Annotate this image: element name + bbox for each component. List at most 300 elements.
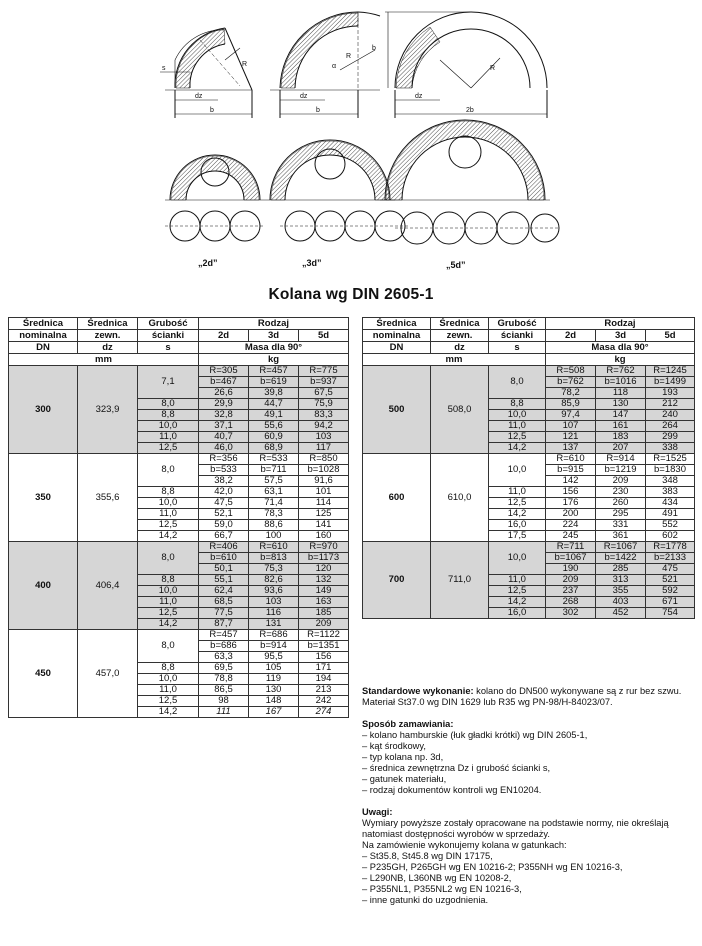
dz-cell: 406,4 xyxy=(78,542,138,630)
length-cell: b=914 xyxy=(249,641,299,652)
wall-cell: 16,0 xyxy=(489,608,546,619)
dz-header: dz xyxy=(78,342,138,354)
mass-cell: 97,4 xyxy=(546,410,596,421)
mass-cell: 63,1 xyxy=(249,487,299,498)
mass-cell: 207 xyxy=(596,443,646,454)
list-item: – P235GH, P265GH wg EN 10216-2; P355NH wg EN 10216-3, xyxy=(362,862,696,873)
wall-cell: 12,5 xyxy=(138,696,199,707)
col-outer-header: Średnica xyxy=(78,318,138,330)
wall-cell: 11,0 xyxy=(138,432,199,443)
wall-cell: 12,5 xyxy=(138,608,199,619)
wall-cell: 11,0 xyxy=(138,597,199,608)
wall-cell: 14,2 xyxy=(138,707,199,718)
wall-cell: 11,0 xyxy=(138,685,199,696)
mass-cell: 91,6 xyxy=(299,476,349,487)
kg-header: kg xyxy=(199,354,349,366)
length-cell: b=762 xyxy=(546,377,596,388)
wall-cell: 8,0 xyxy=(138,399,199,410)
mass-cell: 602 xyxy=(646,531,695,542)
type-header: 2d xyxy=(546,330,596,342)
radius-cell: R=508 xyxy=(546,366,596,377)
mm-header: mm xyxy=(9,354,199,366)
mass-cell: 59,0 xyxy=(199,520,249,531)
mass-cell: 383 xyxy=(646,487,695,498)
mass-cell: 117 xyxy=(299,443,349,454)
table-row xyxy=(363,366,695,377)
dn-header: DN xyxy=(9,342,78,354)
wall-cell: 10,0 xyxy=(138,498,199,509)
dz-cell: 508,0 xyxy=(431,366,489,454)
standard-text: kolano do DN500 wykonywane są z rur bez szwu. Materiał St37.0 wg DIN 1629 lub R35 wg PN-98/H-84023/07. xyxy=(362,686,682,707)
wall-cell: 8,0 xyxy=(489,366,546,399)
order-list xyxy=(362,730,696,796)
mass-cell: 295 xyxy=(596,509,646,520)
mass-cell: 141 xyxy=(299,520,349,531)
radius-cell: R=1525 xyxy=(646,454,695,465)
s-label: s xyxy=(162,65,166,72)
wall-cell: 10,0 xyxy=(489,454,546,487)
dz-label-2: dz xyxy=(300,93,308,100)
b-label-3: b xyxy=(372,45,376,52)
radius-cell: R=533 xyxy=(249,454,299,465)
mass-cell: 38,2 xyxy=(199,476,249,487)
mass-cell: 299 xyxy=(646,432,695,443)
wall-cell: 8,8 xyxy=(489,399,546,410)
s-header: s xyxy=(138,342,199,354)
mass-cell: 69,5 xyxy=(199,663,249,674)
length-cell: b=1830 xyxy=(646,465,695,476)
length-cell: b=1499 xyxy=(646,377,695,388)
mass-cell: 338 xyxy=(646,443,695,454)
mass-cell: 132 xyxy=(299,575,349,586)
mass-cell: 68,5 xyxy=(199,597,249,608)
dn-cell: 450 xyxy=(9,630,78,718)
elbow-3d-section xyxy=(270,12,380,118)
mass-cell: 183 xyxy=(596,432,646,443)
mass-cell: 167 xyxy=(249,707,299,718)
type-header: 3d xyxy=(596,330,646,342)
2b-label: 2b xyxy=(466,107,474,114)
wall-cell: 14,2 xyxy=(489,443,546,454)
type-header: 2d xyxy=(199,330,249,342)
table-row xyxy=(9,454,349,465)
wall-cell: 12,5 xyxy=(489,432,546,443)
length-cell: b=1028 xyxy=(299,465,349,476)
mass-cell: 137 xyxy=(546,443,596,454)
dz-label-3: dz xyxy=(415,93,423,100)
elbow-5d-section xyxy=(385,12,547,118)
mass-cell: 78,3 xyxy=(249,509,299,520)
mass-cell: 94,2 xyxy=(299,421,349,432)
mass-cell: 176 xyxy=(546,498,596,509)
mass-cell: 212 xyxy=(646,399,695,410)
r-label-2: R xyxy=(346,53,352,60)
wall-cell: 8,8 xyxy=(138,410,199,421)
mass-cell: 114 xyxy=(299,498,349,509)
mass-cell: 161 xyxy=(596,421,646,432)
length-cell: b=686 xyxy=(199,641,249,652)
mass-cell: 361 xyxy=(596,531,646,542)
mass-cell: 224 xyxy=(546,520,596,531)
mass-cell: 213 xyxy=(299,685,349,696)
radius-cell: R=775 xyxy=(299,366,349,377)
mass-cell: 274 xyxy=(299,707,349,718)
mass-cell: 209 xyxy=(299,619,349,630)
mass-cell: 171 xyxy=(299,663,349,674)
mass-cell: 98 xyxy=(199,696,249,707)
dn-header: DN xyxy=(363,342,431,354)
mass-cell: 131 xyxy=(249,619,299,630)
dz-label: dz xyxy=(195,93,203,100)
wall-cell: 8,8 xyxy=(138,575,199,586)
mass-cell: 260 xyxy=(596,498,646,509)
length-cell: b=937 xyxy=(299,377,349,388)
list-item: – rodzaj dokumentów kontroli wg EN10204. xyxy=(362,785,696,796)
mass-cell: 100 xyxy=(249,531,299,542)
radius-cell: R=711 xyxy=(546,542,596,553)
col-wall-header-2: ścianki xyxy=(138,330,199,342)
dz-header: dz xyxy=(431,342,489,354)
wall-cell: 12,5 xyxy=(489,586,546,597)
mass-cell: 60,9 xyxy=(249,432,299,443)
mass-cell: 39,8 xyxy=(249,388,299,399)
page-title: Kolana wg DIN 2605-1 xyxy=(268,286,434,303)
mass-cell: 95,5 xyxy=(249,652,299,663)
mass-cell: 130 xyxy=(249,685,299,696)
s-header: s xyxy=(489,342,546,354)
mass-cell: 163 xyxy=(299,597,349,608)
mass-cell: 103 xyxy=(299,432,349,443)
length-cell: b=2133 xyxy=(646,553,695,564)
col-outer-header-2: zewn. xyxy=(431,330,489,342)
length-cell: b=1067 xyxy=(546,553,596,564)
mass-cell: 240 xyxy=(646,410,695,421)
mass-cell: 55,1 xyxy=(199,575,249,586)
radius-cell: R=850 xyxy=(299,454,349,465)
wall-cell: 14,2 xyxy=(489,509,546,520)
mass-cell: 521 xyxy=(646,575,695,586)
left-spec-table xyxy=(8,317,349,718)
mass-cell: 193 xyxy=(646,388,695,399)
mass-cell: 88,6 xyxy=(249,520,299,531)
mass-cell: 49,1 xyxy=(249,410,299,421)
radius-cell: R=457 xyxy=(199,630,249,641)
mass-cell: 50,1 xyxy=(199,564,249,575)
mass-cell: 83,3 xyxy=(299,410,349,421)
radius-cell: R=406 xyxy=(199,542,249,553)
radius-cell: R=610 xyxy=(249,542,299,553)
mass-cell: 313 xyxy=(596,575,646,586)
radius-cell: R=1122 xyxy=(299,630,349,641)
radius-cell: R=914 xyxy=(596,454,646,465)
length-cell: b=467 xyxy=(199,377,249,388)
mass-cell: 47,5 xyxy=(199,498,249,509)
mass-cell: 434 xyxy=(646,498,695,509)
length-cell: b=1173 xyxy=(299,553,349,564)
wall-cell: 10,0 xyxy=(489,542,546,575)
mass-cell: 120 xyxy=(299,564,349,575)
remarks-text: Wymiary powyższe zostały opracowane na podstawie normy, nie określają natomiast dostępności wyrobów w sprzedaży. xyxy=(362,818,669,839)
mass-cell: 32,8 xyxy=(199,410,249,421)
grades-list xyxy=(362,851,696,906)
mass-cell: 130 xyxy=(596,399,646,410)
mass-cell: 125 xyxy=(299,509,349,520)
mass-cell: 592 xyxy=(646,586,695,597)
mass-cell: 355 xyxy=(596,586,646,597)
wall-cell: 11,0 xyxy=(489,487,546,498)
col-nominal-header-2: nominalna xyxy=(9,330,78,342)
col-outer-header: Średnica xyxy=(431,318,489,330)
mass-cell: 103 xyxy=(249,597,299,608)
mass-header: Masa dla 90° xyxy=(199,342,349,354)
radius-cell: R=762 xyxy=(596,366,646,377)
type-header: 3d xyxy=(249,330,299,342)
grades-intro: Na zamówienie wykonujemy kolana w gatunkach: xyxy=(362,840,567,850)
radius-cell: R=1245 xyxy=(646,366,695,377)
mass-cell: 93,6 xyxy=(249,586,299,597)
mass-cell: 78,2 xyxy=(546,388,596,399)
table-row xyxy=(363,454,695,465)
mass-cell: 111 xyxy=(199,707,249,718)
rodzaj-header: Rodzaj xyxy=(546,318,695,330)
col-outer-header-2: zewn. xyxy=(78,330,138,342)
mass-cell: 63,3 xyxy=(199,652,249,663)
radius-cell: R=457 xyxy=(249,366,299,377)
wall-cell: 7,1 xyxy=(138,366,199,399)
table-row xyxy=(9,366,349,377)
radius-cell: R=356 xyxy=(199,454,249,465)
radius-cell: R=305 xyxy=(199,366,249,377)
mass-cell: 42,0 xyxy=(199,487,249,498)
caption-2d: „2d” xyxy=(198,258,218,268)
wall-cell: 11,0 xyxy=(489,575,546,586)
wall-cell: 17,5 xyxy=(489,531,546,542)
standard-label: Standardowe wykonanie: xyxy=(362,686,474,696)
length-cell: b=915 xyxy=(546,465,596,476)
mass-cell: 348 xyxy=(646,476,695,487)
mass-cell: 242 xyxy=(299,696,349,707)
caption-3d: „3d” xyxy=(302,258,322,268)
mass-cell: 149 xyxy=(299,586,349,597)
mass-cell: 491 xyxy=(646,509,695,520)
mass-cell: 68,9 xyxy=(249,443,299,454)
table-row xyxy=(9,630,349,641)
mass-cell: 194 xyxy=(299,674,349,685)
dz-cell: 610,0 xyxy=(431,454,489,542)
list-item: – kąt środkowy, xyxy=(362,741,696,752)
mass-cell: 101 xyxy=(299,487,349,498)
mass-cell: 156 xyxy=(546,487,596,498)
mass-cell: 46,0 xyxy=(199,443,249,454)
mass-cell: 302 xyxy=(546,608,596,619)
right-spec-table xyxy=(362,317,695,619)
dz-cell: 711,0 xyxy=(431,542,489,619)
mass-cell: 671 xyxy=(646,597,695,608)
radius-cell: R=610 xyxy=(546,454,596,465)
list-item: – typ kolana np. 3d, xyxy=(362,752,696,763)
mass-cell: 331 xyxy=(596,520,646,531)
wall-cell: 11,0 xyxy=(489,421,546,432)
mass-cell: 209 xyxy=(546,575,596,586)
mass-cell: 552 xyxy=(646,520,695,531)
mass-cell: 52,1 xyxy=(199,509,249,520)
r-label: R xyxy=(242,61,248,68)
mass-cell: 160 xyxy=(299,531,349,542)
dz-cell: 355,6 xyxy=(78,454,138,542)
profile-5d xyxy=(380,120,559,244)
wall-cell: 11,0 xyxy=(138,509,199,520)
mass-cell: 78,8 xyxy=(199,674,249,685)
wall-cell: 10,0 xyxy=(138,421,199,432)
wall-cell: 12,5 xyxy=(138,443,199,454)
wall-cell: 8,0 xyxy=(138,454,199,487)
remarks-heading: Uwagi: xyxy=(362,807,393,817)
rodzaj-header: Rodzaj xyxy=(199,318,349,330)
profile-2d xyxy=(165,155,265,241)
col-wall-header-2: ścianki xyxy=(489,330,546,342)
mass-cell: 452 xyxy=(596,608,646,619)
list-item: – L290NB, L360NB wg EN 10208-2, xyxy=(362,873,696,884)
caption-5d: „5d” xyxy=(446,260,466,270)
wall-cell: 10,0 xyxy=(138,586,199,597)
mass-cell: 142 xyxy=(546,476,596,487)
table-row xyxy=(363,542,695,553)
mass-cell: 190 xyxy=(546,564,596,575)
mass-cell: 62,4 xyxy=(199,586,249,597)
length-cell: b=619 xyxy=(249,377,299,388)
col-wall-header: Grubość xyxy=(138,318,199,330)
order-heading: Sposób zamawiania: xyxy=(362,719,454,729)
elbow-drawings xyxy=(140,0,560,275)
list-item: – gatunek materiału, xyxy=(362,774,696,785)
elbow-2d-section xyxy=(160,28,252,118)
mass-cell: 230 xyxy=(596,487,646,498)
col-wall-header: Grubość xyxy=(489,318,546,330)
type-header: 5d xyxy=(646,330,695,342)
mass-cell: 116 xyxy=(249,608,299,619)
mass-cell: 403 xyxy=(596,597,646,608)
col-nominal-header-2: nominalna xyxy=(363,330,431,342)
mass-cell: 75,3 xyxy=(249,564,299,575)
length-cell: b=1219 xyxy=(596,465,646,476)
dn-cell: 500 xyxy=(363,366,431,454)
b-label: b xyxy=(210,107,214,114)
b-label-2: b xyxy=(316,107,320,114)
mass-cell: 475 xyxy=(646,564,695,575)
type-header: 5d xyxy=(299,330,349,342)
mass-cell: 209 xyxy=(596,476,646,487)
mass-cell: 37,1 xyxy=(199,421,249,432)
mass-cell: 156 xyxy=(299,652,349,663)
mass-cell: 118 xyxy=(596,388,646,399)
mass-cell: 40,7 xyxy=(199,432,249,443)
length-cell: b=533 xyxy=(199,465,249,476)
dz-cell: 323,9 xyxy=(78,366,138,454)
dn-cell: 300 xyxy=(9,366,78,454)
radius-cell: R=1778 xyxy=(646,542,695,553)
col-nominal-header: Średnica xyxy=(363,318,431,330)
list-item: – inne gatunki do uzgodnienia. xyxy=(362,895,696,906)
wall-cell: 14,2 xyxy=(138,619,199,630)
mass-cell: 119 xyxy=(249,674,299,685)
radius-cell: R=970 xyxy=(299,542,349,553)
mass-cell: 82,6 xyxy=(249,575,299,586)
mass-cell: 148 xyxy=(249,696,299,707)
wall-cell: 14,2 xyxy=(489,597,546,608)
wall-cell: 16,0 xyxy=(489,520,546,531)
alpha-label: α xyxy=(332,63,337,70)
wall-cell: 12,5 xyxy=(489,498,546,509)
col-nominal-header: Średnica xyxy=(9,318,78,330)
wall-cell: 8,0 xyxy=(138,542,199,575)
wall-cell: 12,5 xyxy=(138,520,199,531)
dn-cell: 700 xyxy=(363,542,431,619)
mass-cell: 245 xyxy=(546,531,596,542)
mass-cell: 147 xyxy=(596,410,646,421)
dn-cell: 600 xyxy=(363,454,431,542)
length-cell: b=610 xyxy=(199,553,249,564)
mass-cell: 57,5 xyxy=(249,476,299,487)
wall-cell: 8,8 xyxy=(138,663,199,674)
mass-cell: 66,7 xyxy=(199,531,249,542)
list-item: – kolano hamburskie (łuk gładki krótki) wg DIN 2605-1, xyxy=(362,730,696,741)
wall-cell: 8,8 xyxy=(138,487,199,498)
wall-cell: 8,0 xyxy=(138,630,199,663)
mass-cell: 237 xyxy=(546,586,596,597)
r-label-3: R xyxy=(490,65,496,72)
dz-cell: 457,0 xyxy=(78,630,138,718)
mass-cell: 285 xyxy=(596,564,646,575)
standard-note xyxy=(362,686,696,708)
mass-cell: 85,9 xyxy=(546,399,596,410)
mass-cell: 86,5 xyxy=(199,685,249,696)
dn-cell: 400 xyxy=(9,542,78,630)
wall-cell: 14,2 xyxy=(138,531,199,542)
mass-cell: 67,5 xyxy=(299,388,349,399)
length-cell: b=1422 xyxy=(596,553,646,564)
length-cell: b=1016 xyxy=(596,377,646,388)
mass-cell: 71,4 xyxy=(249,498,299,509)
wall-cell: 10,0 xyxy=(138,674,199,685)
mass-cell: 107 xyxy=(546,421,596,432)
mass-cell: 185 xyxy=(299,608,349,619)
mass-cell: 55,6 xyxy=(249,421,299,432)
mass-cell: 44,7 xyxy=(249,399,299,410)
kg-header: kg xyxy=(546,354,695,366)
mass-header: Masa dla 90° xyxy=(546,342,695,354)
mass-cell: 268 xyxy=(546,597,596,608)
radius-cell: R=686 xyxy=(249,630,299,641)
notes-section xyxy=(362,686,696,906)
list-item: – średnica zewnętrzna Dz i grubość ścianki s, xyxy=(362,763,696,774)
length-cell: b=813 xyxy=(249,553,299,564)
length-cell: b=711 xyxy=(249,465,299,476)
mass-cell: 26,6 xyxy=(199,388,249,399)
list-item: – St35.8, St45.8 wg DIN 17175, xyxy=(362,851,696,862)
wall-cell: 10,0 xyxy=(489,410,546,421)
mass-cell: 75,9 xyxy=(299,399,349,410)
mass-cell: 105 xyxy=(249,663,299,674)
dn-cell: 350 xyxy=(9,454,78,542)
mass-cell: 754 xyxy=(646,608,695,619)
mass-cell: 264 xyxy=(646,421,695,432)
list-item: – P355NL1, P355NL2 wg EN 10216-3, xyxy=(362,884,696,895)
mass-cell: 121 xyxy=(546,432,596,443)
mass-cell: 29,9 xyxy=(199,399,249,410)
length-cell: b=1351 xyxy=(299,641,349,652)
mass-cell: 200 xyxy=(546,509,596,520)
table-row xyxy=(9,542,349,553)
